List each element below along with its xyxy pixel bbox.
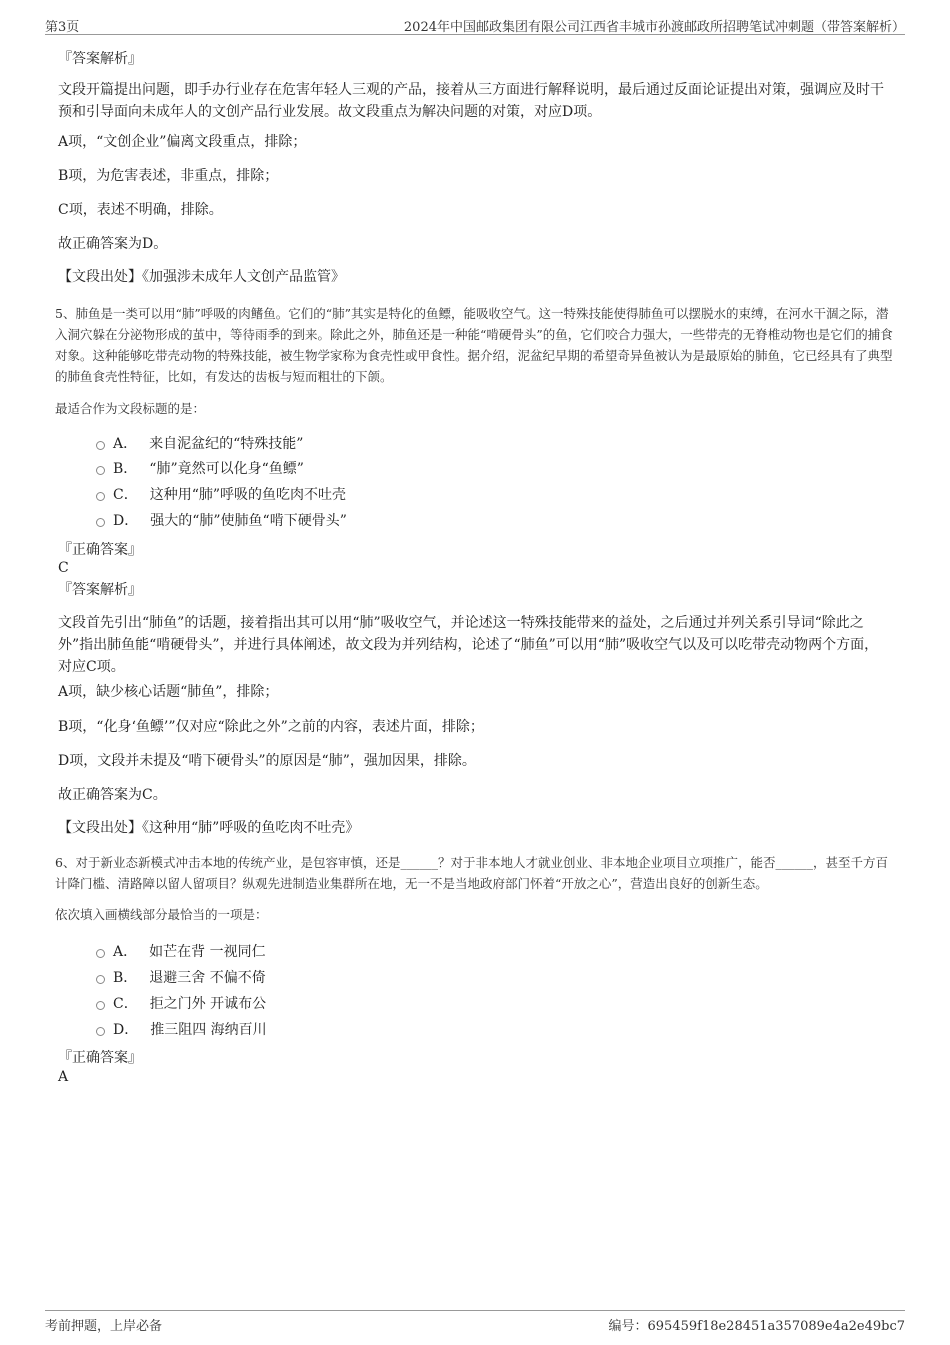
option-text: 退避三舍 不偏不倚	[149, 970, 266, 986]
q5-analysis-label: 『答案解析』	[58, 582, 142, 598]
radio-icon[interactable]	[96, 975, 105, 984]
q5-option-c[interactable]	[96, 484, 346, 506]
radio-icon[interactable]	[96, 1001, 105, 1010]
q4-source: 【文段出处】《加强涉未成年人文创产品监管》	[58, 269, 345, 285]
document-title: 2024年中国邮政集团有限公司江西省丰城市孙渡邮政所招聘笔试冲刺题（带答案解析）	[403, 20, 905, 35]
q5-b-note: B项，“化身‘鱼鳔’”仅对应“除此之外”之前的内容，表述片面，排除；	[58, 719, 484, 735]
q4-analysis-label: 『答案解析』	[58, 51, 142, 67]
option-letter: B．	[113, 970, 138, 986]
q6-answer: A	[58, 1069, 69, 1085]
q4-a-note: A项，“文创企业”偏离文段重点，排除；	[58, 134, 307, 150]
q4-conclusion: 故正确答案为D。	[58, 236, 168, 252]
q5-option-d[interactable]	[96, 510, 347, 532]
q6-answer-label: 『正确答案』	[58, 1050, 142, 1066]
page-footer	[45, 1310, 905, 1335]
option-letter: A．	[113, 436, 138, 452]
q6-option-b[interactable]	[96, 967, 266, 989]
q5-d-note: D项，文段并未提及“啃下硬骨头”的原因是“肺”，强加因果，排除。	[58, 753, 476, 769]
page-header	[45, 14, 905, 35]
option-text: 推三阻四 海纳百川	[150, 1022, 267, 1038]
q5-conclusion: 故正确答案为C。	[58, 787, 167, 803]
option-text: 强大的“肺”使肺鱼“啃下硬骨头”	[150, 513, 347, 529]
option-text: 这种用“肺”呼吸的鱼吃肉不吐壳	[149, 487, 347, 503]
option-text: “肺”竟然可以化身“鱼鳔”	[149, 461, 304, 477]
radio-icon[interactable]	[96, 518, 105, 527]
option-text: 拒之门外 开诚布公	[149, 996, 267, 1012]
q5-a-note: A项，缺少核心话题“肺鱼”，排除；	[58, 684, 279, 700]
document-code: 编号：695459f18e28451a357089e4a2e49bc7	[608, 1319, 905, 1334]
q5-analysis-text: 文段首先引出“肺鱼”的话题，接着指出其可以用“肺”吸收空气，并论述这一特殊技能带来的益处，之后通过并列关系引导词“除此之外”指出肺鱼能“啃硬骨头”，并进行具体阐述，故文段为并列结构，论述了“肺鱼”可以用“肺”吸收空气以及可以吃带壳动物两个方面，对应C项。	[58, 615, 879, 675]
q4-c-note: C项，表述不明确，排除。	[58, 202, 223, 218]
option-letter: C．	[113, 487, 138, 503]
q5-question: 最适合作为文段标题的是：	[55, 401, 206, 416]
q6-option-a[interactable]	[96, 941, 266, 963]
q5-answer-label: 『正确答案』	[58, 542, 142, 558]
q6-stem: 6、对于新业态新模式冲击本地的传统产业，是包容审慎，还是______？对于非本地人才就业创业、非本地企业项目立项推广，能否______，甚至千方百计降门槛、清路障以留人留项目？纵观先进制造业集群所在地，无一不是当地政府部门怀着“开放之心”，营造出良好的创新生态。	[55, 855, 888, 891]
q6-question: 依次填入画横线部分最恰当的一项是：	[55, 907, 268, 922]
page-number: 第3页	[45, 20, 80, 35]
option-letter: B．	[113, 461, 138, 477]
radio-icon[interactable]	[96, 441, 105, 450]
q6-option-d[interactable]	[96, 1019, 267, 1041]
q4-b-note: B项，为危害表述，非重点，排除；	[58, 168, 279, 184]
footer-slogan: 考前押题，上岸必备	[45, 1319, 163, 1334]
option-letter: C．	[113, 996, 138, 1012]
option-letter: A．	[113, 944, 138, 960]
q4-analysis-text: 文段开篇提出问题，即手办行业存在危害年轻人三观的产品，接着从三方面进行解释说明，最后通过反面论证提出对策，强调应及时干预和引导面向未成年人的文创产品行业发展。故文段重点为解决问题的对策，对应D项。	[58, 82, 884, 120]
radio-icon[interactable]	[96, 949, 105, 958]
q5-stem: 5、肺鱼是一类可以用“肺”呼吸的肉鳍鱼。它们的“肺”其实是特化的鱼鳔，能吸收空气。这一特殊技能使得肺鱼可以摆脱水的束缚，在河水干涸之际，潜入洞穴躲在分泌物形成的茧中，等待雨季的到来。除此之外，肺鱼还是一种能“啃硬骨头”的鱼，它们咬合力强大，一些带壳的无脊椎动物也是它们的捕食对象。这种能够吃带壳动物的特殊技能，被生物学家称为食壳性或甲食性。据介绍，泥盆纪早期的希望奇异鱼被认为是最原始的肺鱼，它已经具有了典型的肺鱼食壳性特征，比如，有发达的齿板与短而粗壮的下颌。	[55, 306, 893, 384]
option-letter: D．	[113, 513, 139, 529]
q5-option-b[interactable]	[96, 458, 304, 480]
radio-icon[interactable]	[96, 466, 105, 475]
q5-answer: C	[58, 560, 69, 576]
q5-source: 【文段出处】《这种用“肺”呼吸的鱼吃肉不吐壳》	[58, 820, 360, 836]
q5-option-a[interactable]	[96, 433, 303, 455]
option-text: 如芒在背 一视同仁	[149, 944, 266, 960]
option-text: 来自泥盆纪的“特殊技能”	[149, 436, 304, 452]
q6-option-c[interactable]	[96, 993, 266, 1015]
option-letter: D．	[113, 1022, 139, 1038]
radio-icon[interactable]	[96, 492, 105, 501]
radio-icon[interactable]	[96, 1027, 105, 1036]
